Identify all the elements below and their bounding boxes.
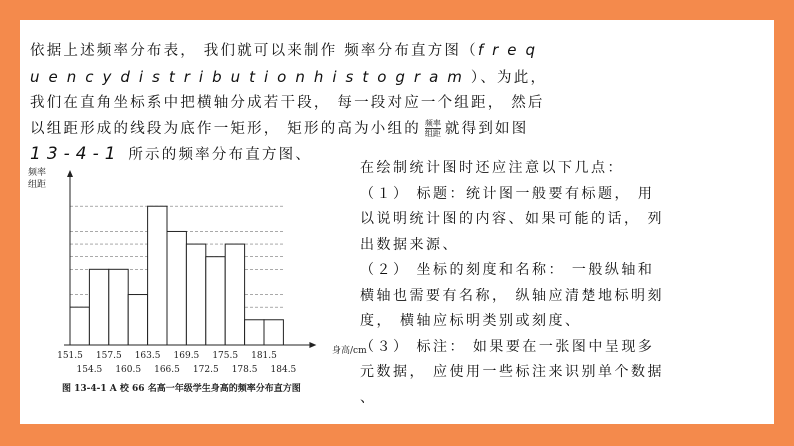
note-2-line-1: （２） 坐标的刻度和名称： 一般纵轴和 (360, 262, 655, 278)
x-tick-label-upper-4: 175.5 (212, 351, 239, 361)
histogram-bar-9 (245, 320, 264, 345)
term-part-2: uencydistributionhistogram (30, 67, 471, 86)
x-tick-label-upper-0: 151.5 (57, 351, 83, 361)
paragraph-line-3: 我们在直角坐标系中把横轴分成若干段， 每一段对应一个组距， 然后 (30, 95, 545, 111)
histogram-bar-2 (109, 269, 128, 345)
fraction (425, 119, 441, 138)
text-line5: 所示的频率分布直方图、 (128, 147, 313, 163)
text-line4b: 就得到如图 (444, 120, 529, 137)
note-1-line-3: 出数据来源、 (360, 236, 459, 253)
notes-block (360, 156, 750, 411)
histogram-bar-5 (167, 231, 186, 345)
x-axis-arrow (309, 342, 316, 348)
x-tick-label-lower-5: 184.5 (270, 365, 297, 375)
x-tick-label-upper-3: 169.5 (173, 351, 200, 361)
note-3-line-2: 元数据， 应使用一些标注来识别单个数据 (360, 364, 664, 380)
histogram-bar-0 (70, 307, 89, 345)
paragraph-line-1 (30, 38, 670, 65)
chart-caption: 图 13-4-1 A 校 66 名高一年级学生身高的频率分布直方图 (62, 384, 301, 394)
note-2-line-2: 横轴也需要有名称， 纵轴应清楚地标明刻 (360, 287, 664, 304)
x-tick-label-lower-3: 172.5 (192, 365, 219, 375)
note-3-line-3: 、 (360, 389, 377, 406)
histogram-bar-3 (128, 295, 147, 345)
x-tick-label-upper-2: 163.5 (134, 351, 161, 361)
histogram-bar-6 (186, 244, 205, 345)
histogram-bar-4 (148, 206, 167, 345)
note-1-line-1: （１） 标题：统计图一般要有标题， 用 (360, 185, 655, 202)
text-line1: 依据上述频率分布表， 我们就可以来制作 频率分布直方图（ (30, 43, 478, 59)
note-1-line-2: 以说明统计图的内容、如果可能的话， 列 (360, 211, 664, 227)
note-2-line-3: 度， 横轴应标明类别或刻度、 (360, 313, 582, 329)
ylabel-top: 频率 (28, 168, 47, 178)
paragraph-line-4 (30, 117, 670, 143)
intro-paragraph (30, 38, 670, 169)
ylabel-bottom: 组距 (28, 180, 47, 190)
text-line2: ）、为此， (470, 69, 548, 86)
xlabel: 身高/cm (332, 346, 367, 356)
note-3-line-1: （３） 标注： 如果要在一张图中呈现多 (360, 338, 655, 355)
histogram-bar-10 (264, 320, 283, 345)
histogram-bar-8 (225, 244, 244, 345)
x-tick-label-lower-1: 160.5 (115, 365, 142, 375)
x-tick-label-lower-4: 178.5 (231, 365, 258, 375)
x-tick-label-upper-5: 181.5 (251, 351, 277, 361)
paragraph-line-2 (30, 65, 670, 92)
histogram-bar-7 (206, 257, 225, 345)
histogram-chart (22, 164, 372, 414)
x-tick-label-lower-0: 154.5 (76, 365, 103, 375)
x-tick-label-upper-1: 157.5 (95, 351, 122, 361)
x-tick-label-lower-2: 166.5 (154, 365, 180, 375)
text-line4a: 以组距形成的线段为底作一矩形， 矩形的高为小组的 (30, 120, 421, 137)
histogram-bar-1 (89, 269, 108, 345)
fraction-denominator: 组距 (424, 129, 441, 138)
term-part-1: freq (477, 41, 545, 59)
figure-number: 13-4-1 (30, 144, 122, 164)
y-axis-arrow (67, 170, 73, 177)
fraction-numerator: 频率 (424, 119, 441, 128)
notes-intro: 在绘制统计图时还应注意以下几点： (360, 160, 624, 176)
